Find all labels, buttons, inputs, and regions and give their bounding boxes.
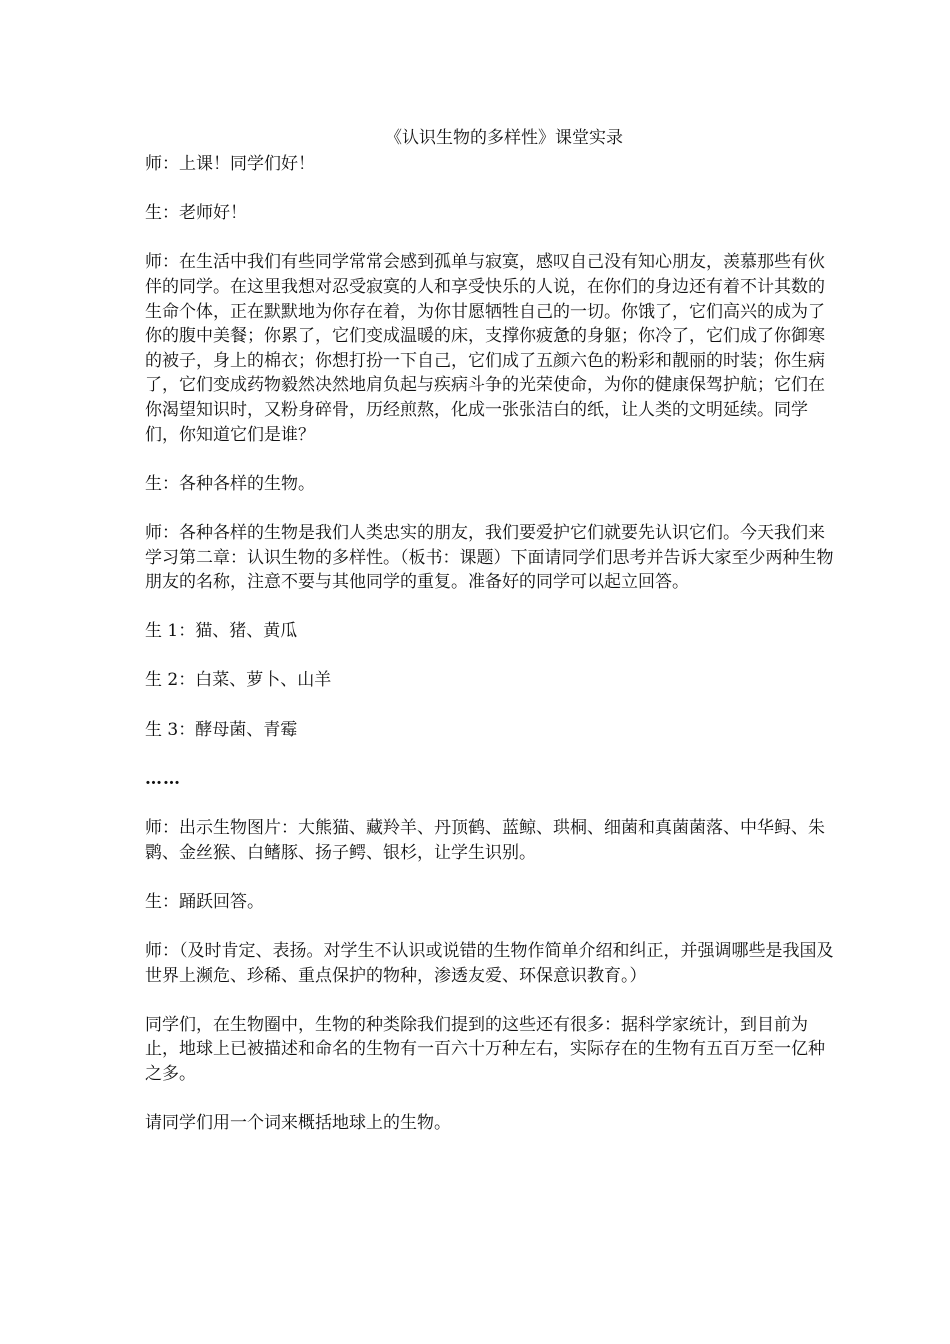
paragraph-species-count: 同学们，在生物圈中，生物的种类除我们提到的这些还有很多：据科学家统计，到目前为止，地球上已被描述和命名的生物有一百六十万种左右，实际存在的生物有五百万至一亿种之多。 (145, 1014, 825, 1084)
paragraph-student-answer-1: 生：各种各样的生物。 (145, 473, 315, 494)
paragraph-student-2: 生 2：白菜、萝卜、山羊 (145, 670, 332, 691)
paragraph-teacher-greeting: 师：上课！同学们好！ (145, 154, 315, 174)
paragraph-summary-question: 请同学们用一个词来概括地球上的生物。 (145, 1113, 451, 1134)
paragraph-teacher-intro: 师：在生活中我们有些同学常常会感到孤单与寂寞，感叹自己没有知心朋友，羡慕那些有伙伴的同学。在这里我想对忍受寂寞的人和享受快乐的人说，在你们的身边还有着不计其数的生命个体，正在默默地为你存在着，为你甘愿牺牲自己的一切。你饿了，它们高兴的成为了你的腹中美餐；你累了，它们变成温暖的床，支撑你疲惫的身躯；你冷了，它们成了你御寒的被子，身上的棉衣；你想打扮一下自己，它们成了五颜六色的粉彩和靓丽的时装；你生病了，它们变成药物毅然决然地肩负起与疾病斗争的光荣使命，为你的健康保驾护航；它们在你渴望知识时，又粉身碎骨，历经煎熬，化成一张张洁白的纸，让人类的文明延续。同学们，你知道它们是谁？ (145, 252, 825, 445)
paragraph-teacher-show-pictures: 师：出示生物图片：大熊猫、藏羚羊、丹顶鹤、蓝鲸、珙桐、细菌和真菌菌落、中华鲟、朱鹮、金丝猴、白鳍豚、扬子鳄、银杉，让学生识别。 (145, 818, 825, 863)
paragraph-student-respond: 生：踊跃回答。 (145, 891, 264, 912)
paragraph-student-1: 生 1：猫、猪、黄瓜 (145, 621, 298, 642)
paragraph-teacher-lesson-topic: 师：各种各样的生物是我们人类忠实的朋友，我们要爱护它们就要先认识它们。今天我们来学习第二章：认识生物的多样性。（板书：课题）下面请同学们思考并告诉大家至少两种生物朋友的名称，注意不要与其他同学的重复。准备好的同学可以起立回答。 (145, 522, 834, 593)
document-title: 《认识生物的多样性》课堂实录 (385, 128, 623, 148)
paragraph-student-3: 生 3：酵母菌、青霉 (145, 719, 298, 740)
paragraph-student-greeting: 生：老师好！ (145, 203, 247, 224)
document-page (145, 126, 835, 1160)
paragraph-teacher-feedback: 师：（及时肯定、表扬。对学生不认识或说错的生物作简单介绍和纠正，并强调哪些是我国及世界上濒危、珍稀、重点保护的物种，渗透友爱、环保意识教育。） (145, 941, 834, 986)
paragraph-ellipsis: …… (145, 768, 181, 789)
